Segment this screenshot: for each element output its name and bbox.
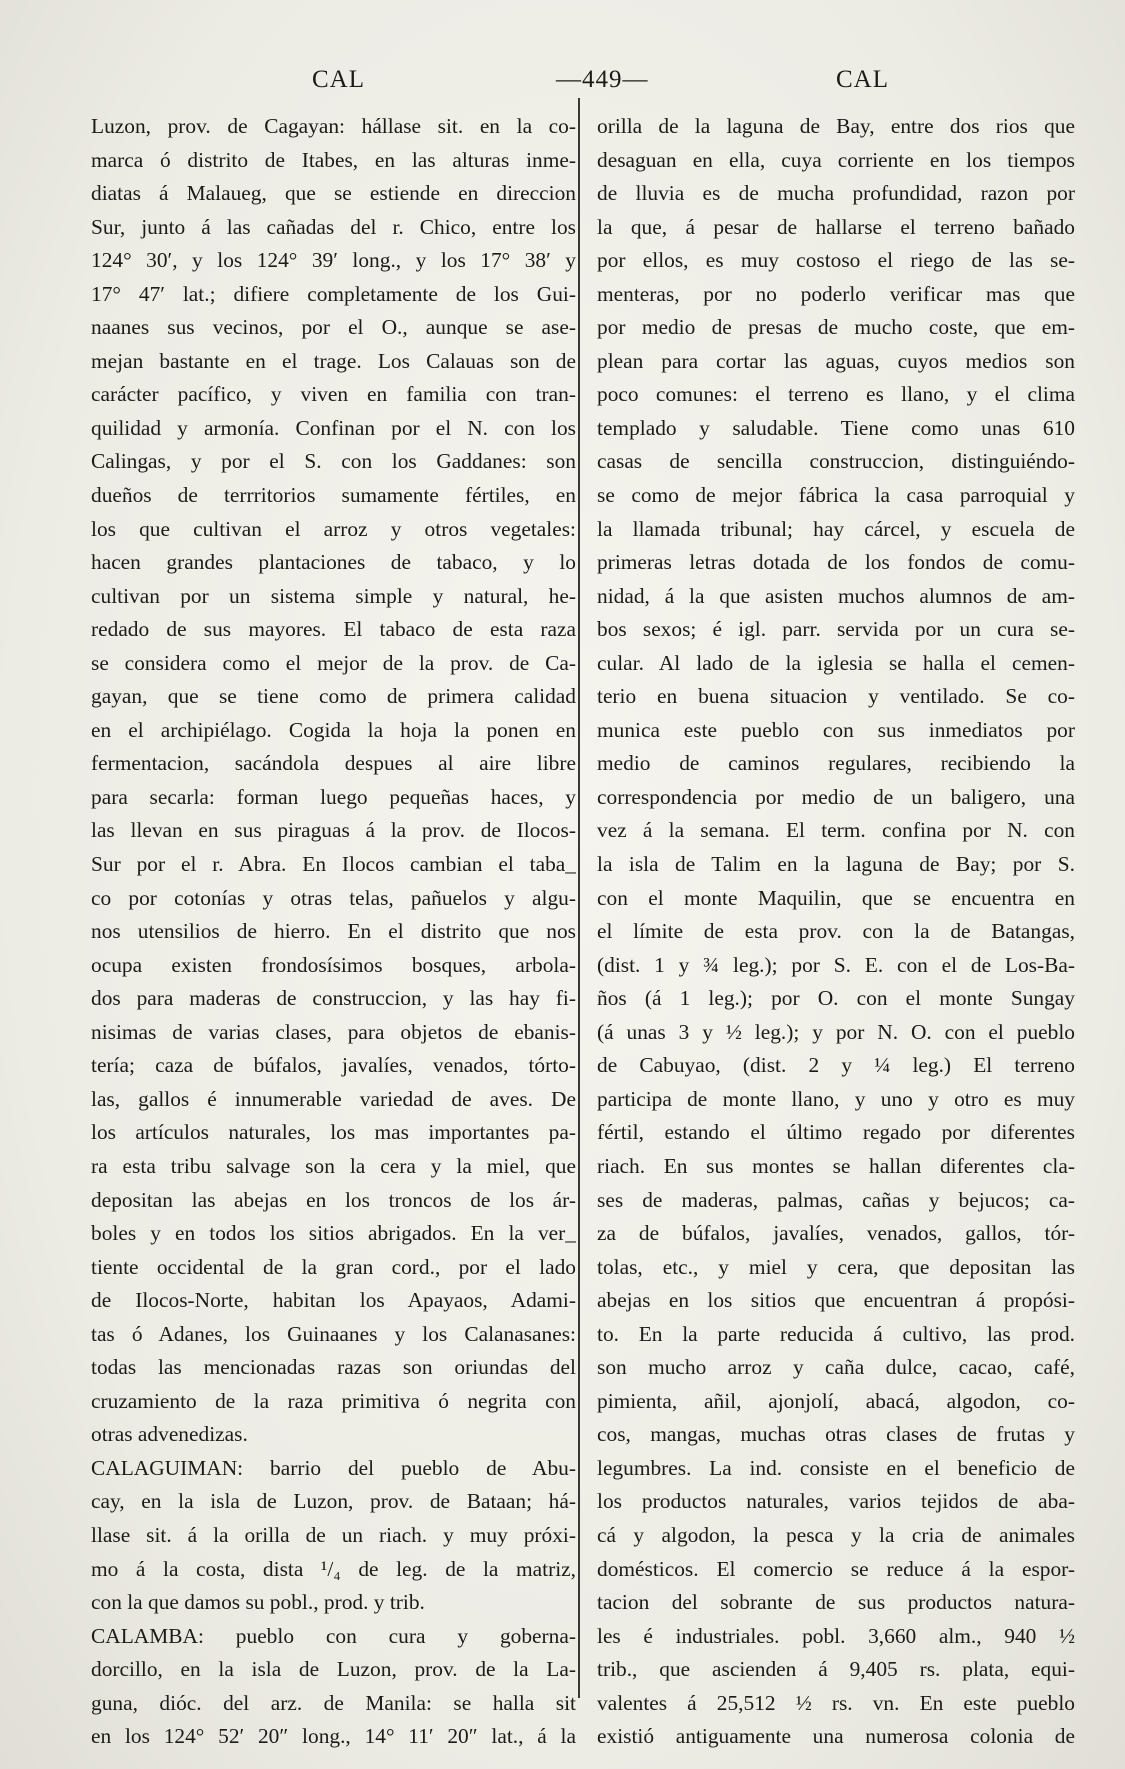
text-line: mo á la costa, dista ¹/₄ de leg. de la matriz, [91, 1556, 576, 1581]
text-line: cá y algodon, la pesca y la cria de animales [597, 1522, 1075, 1547]
text-line: correspondencia por medio de un baligero, una [597, 784, 1075, 809]
text-line: en el archipiélago. Cogida la hoja la ponen en [91, 717, 576, 742]
text-line: tolas, etc., y miel y cera, que depositan las [597, 1254, 1075, 1279]
running-head [0, 66, 1125, 106]
text-line: diatas á Malaueg, que se estiende en direccion [91, 181, 576, 206]
text-line: terio en buena situacion y ventilado. Se co- [597, 684, 1075, 709]
text-line: riach. En sus montes se hallan diferentes cla- [597, 1153, 1075, 1178]
text-line: dorcillo, en la isla de Luzon, prov. de la La- [91, 1657, 576, 1682]
text-line: domésticos. El comercio se reduce á la espor- [597, 1556, 1075, 1581]
text-line: quilidad y armonía. Confinan por el N. con los [91, 415, 576, 440]
text-line: el límite de esta prov. con la de Batangas, [597, 919, 1075, 944]
text-line: gayan, que se tiene como de primera calidad [91, 684, 576, 709]
text-line: los artículos naturales, los mas importantes pa- [91, 1120, 576, 1145]
right-column [597, 110, 1075, 1754]
text-line: de lluvia es de mucha profundidad, razon por [597, 181, 1075, 206]
text-line: nisimas de varias clases, para objetos de ebanis- [91, 1019, 576, 1044]
text-line: desaguan en ella, cuya corriente en los tiempos [597, 147, 1075, 172]
text-line: hacen grandes plantaciones de tabaco, y lo [91, 550, 576, 575]
text-line: ses de maderas, palmas, cañas y bejucos; ca- [597, 1187, 1075, 1212]
text-line: valentes á 25,512 ½ rs. vn. En este pueblo [597, 1690, 1075, 1715]
text-line: de Cabuyao, (dist. 2 y ¼ leg.) El terreno [597, 1053, 1075, 1078]
left-column [91, 110, 576, 1754]
text-line: les é industriales. pobl. 3,660 alm., 940 ½ [597, 1623, 1075, 1648]
text-line: legumbres. La ind. consiste en el beneficio de [597, 1455, 1075, 1480]
text-line: mejan bastante en el trage. Los Calauas son de [91, 348, 576, 373]
running-head-left: CAL [312, 66, 365, 93]
text-line: guna, dióc. del arz. de Manila: se halla sit [91, 1690, 576, 1715]
text-line: llase sit. á la orilla de un riach. y muy próxi- [91, 1522, 576, 1547]
text-line: cruzamiento de la raza primitiva ó negrita con [91, 1388, 576, 1413]
column-divider [578, 98, 580, 1698]
text-line: la que, á pesar de hallarse el terreno bañado [597, 214, 1075, 239]
text-line: redado de sus mayores. El tabaco de esta raza [91, 617, 576, 642]
text-line: orilla de la laguna de Bay, entre dos rios que [597, 114, 1075, 138]
text-line: otras advenedizas. [91, 1422, 248, 1447]
text-line: Luzon, prov. de Cagayan: hállase sit. en la co- [91, 114, 576, 138]
text-line: ños (á 1 leg.); por O. con el monte Sungay [597, 986, 1075, 1011]
text-line: templado y saludable. Tiene como unas 610 [597, 415, 1075, 440]
text-line: casas de sencilla construccion, distinguiéndo- [597, 449, 1075, 474]
text-line: 124° 30′, y los 124° 39′ long., y los 17° 38′ y [91, 248, 576, 273]
text-line: de Ilocos-Norte, habitan los Apayaos, Adami- [91, 1288, 576, 1313]
text-line: por medio de presas de mucho coste, que em- [597, 315, 1075, 340]
text-line: bos sexos; é igl. parr. servida por un cura se- [597, 617, 1075, 642]
text-line: se como de mejor fábrica la casa parroquial y [597, 483, 1075, 508]
text-line: existió antiguamente una numerosa colonia de [597, 1724, 1075, 1749]
text-line: pimienta, añil, ajonjolí, abacá, algodon, co- [597, 1388, 1075, 1413]
text-line: ra esta tribu salvage son la cera y la miel, que [91, 1153, 576, 1178]
text-line: ocupa existen frondosísimos bosques, arbola- [91, 952, 576, 977]
text-line: CALAMBA: pueblo con cura y goberna- [91, 1623, 576, 1648]
text-line: dos para maderas de construccion, y las hay fi- [91, 986, 576, 1011]
text-line: nidad, á la que asisten muchos alumnos de am- [597, 583, 1075, 608]
page-number: —449— [556, 66, 649, 93]
running-head-right: CAL [836, 66, 889, 93]
text-line: 17° 47′ lat.; difiere completamente de los Gui- [91, 281, 576, 306]
text-line: vez á la semana. El term. confina por N. con [597, 818, 1075, 843]
text-line: los productos naturales, varios tejidos de aba- [597, 1489, 1075, 1514]
text-line: se considera como el mejor de la prov. de Ca- [91, 650, 576, 675]
text-line: plean para cortar las aguas, cuyos medios son [597, 348, 1075, 373]
text-line: Sur, junto á las cañadas del r. Chico, entre los [91, 214, 576, 239]
text-line: dueños de terrritorios sumamente fértiles, en [91, 483, 576, 508]
text-line: nos utensilios de hierro. En el distrito que nos [91, 919, 576, 944]
text-line: son mucho arroz y caña dulce, cacao, café, [597, 1355, 1075, 1380]
text-line: en los 124° 52′ 20″ long., 14° 11′ 20″ lat., á la [91, 1724, 576, 1749]
text-line: (dist. 1 y ¾ leg.); por S. E. con el de Los-Ba- [597, 952, 1075, 977]
text-line: tas ó Adanes, los Guinaanes y los Calanasanes: [91, 1321, 576, 1346]
text-line: Sur por el r. Abra. En Ilocos cambian el taba_ [91, 852, 576, 877]
text-line: con el monte Maquilin, que se encuentra en [597, 885, 1075, 910]
text-line: todas las mencionadas razas son oriundas del [91, 1355, 576, 1380]
text-line: za de búfalos, javalíes, venados, gallos, tór- [597, 1221, 1075, 1246]
text-line: (á unas 3 y ½ leg.); y por N. O. con el pueblo [597, 1019, 1075, 1044]
text-line: con la que damos su pobl., prod. y trib. [91, 1590, 425, 1615]
text-line: depositan las abejas en los troncos de los ár- [91, 1187, 576, 1212]
text-line: las llevan en sus piraguas á la prov. de Ilocos- [91, 818, 576, 843]
text-line: boles y en todos los sitios abrigados. En la ver_ [91, 1221, 576, 1246]
text-line: abejas en los sitios que encuentran á propósi- [597, 1288, 1075, 1313]
text-line: participa de monte llano, y uno y otro es muy [597, 1086, 1075, 1111]
text-line: medio de caminos regulares, recibiendo la [597, 751, 1075, 776]
text-line: naanes sus vecinos, por el O., aunque se ase- [91, 315, 576, 340]
text-line: tería; caza de búfalos, javalíes, venados, tórto- [91, 1053, 576, 1078]
text-line: to. En la parte reducida á cultivo, las prod. [597, 1321, 1075, 1346]
text-line: las, gallos é innumerable variedad de aves. De [91, 1086, 576, 1111]
text-line: cay, en la isla de Luzon, prov. de Bataan; há- [91, 1489, 576, 1514]
text-line: fértil, estando el último regado por diferentes [597, 1120, 1075, 1145]
text-line: menteras, por no poderlo verificar mas que [597, 281, 1075, 306]
text-line: tacion del sobrante de sus productos natura- [597, 1590, 1075, 1615]
text-line: la llamada tribunal; hay cárcel, y escuela de [597, 516, 1075, 541]
text-line: primeras letras dotada de los fondos de comu- [597, 550, 1075, 575]
text-line: por ellos, es muy costoso el riego de las se- [597, 248, 1075, 273]
text-line: tiente occidental de la gran cord., por el lado [91, 1254, 576, 1279]
text-line: marca ó distrito de Itabes, en las alturas inme- [91, 147, 576, 172]
text-line: fermentacion, sacándola despues al aire libre [91, 751, 576, 776]
text-line: para secarla: forman luego pequeñas haces, y [91, 784, 576, 809]
text-line: co por cotonías y otras telas, pañuelos y algu- [91, 885, 576, 910]
text-line: cultivan por un sistema simple y natural, he- [91, 583, 576, 608]
text-line: CALAGUIMAN: barrio del pueblo de Abu- [91, 1455, 576, 1480]
text-line: la isla de Talim en la laguna de Bay; por S. [597, 852, 1075, 877]
text-line: poco comunes: el terreno es llano, y el clima [597, 382, 1075, 407]
text-line: munica este pueblo con sus inmediatos por [597, 717, 1075, 742]
text-line: cos, mangas, muchas otras clases de frutas y [597, 1422, 1075, 1447]
text-line: los que cultivan el arroz y otros vegetales: [91, 516, 576, 541]
text-line: trib., que ascienden á 9,405 rs. plata, equi- [597, 1657, 1075, 1682]
text-line: Calingas, y por el S. con los Gaddanes: son [91, 449, 576, 474]
text-line: cular. Al lado de la iglesia se halla el cemen- [597, 650, 1075, 675]
text-line: carácter pacífico, y viven en familia con tran- [91, 382, 576, 407]
